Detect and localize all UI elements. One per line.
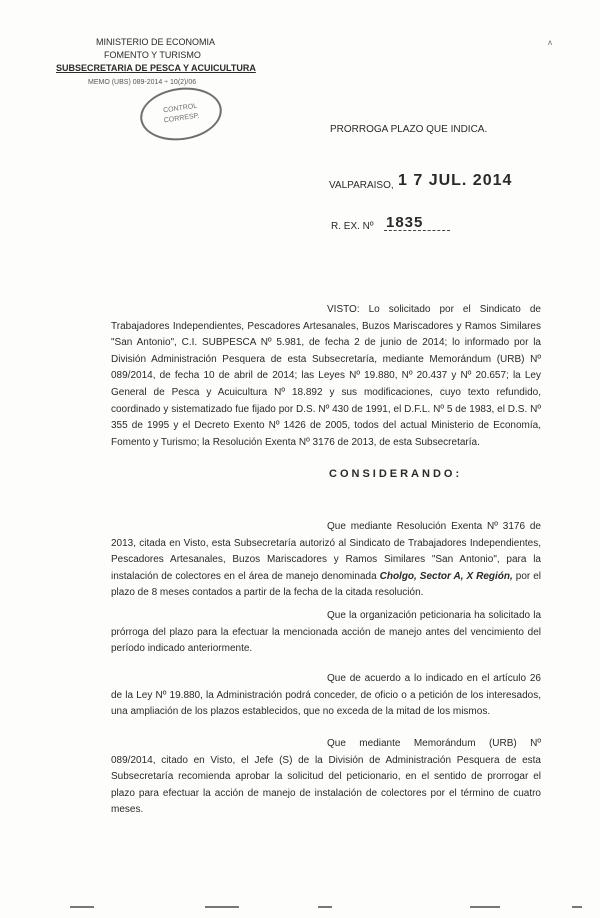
footer-mark [70, 906, 94, 908]
place-label: VALPARAISO, [329, 180, 394, 191]
header-ministry: MINISTERIO DE ECONOMIA [96, 37, 216, 47]
c1-text-end: por el plazo de 8 meses contados a partir de la fecha de la citada resolución. [111, 570, 541, 599]
rex-label: R. EX. Nº [331, 221, 374, 232]
rex-number: 1835 [386, 214, 424, 231]
subject-line: PRORROGA PLAZO QUE INDICA. [330, 124, 488, 135]
footer-mark [470, 906, 500, 908]
footer-mark [205, 906, 239, 908]
visto-paragraph: VISTO: Lo solicitado por el Sindicato de Trabajadores Independientes, Pescadores Artesanales, Buzos Mariscadores y Ramos Similares "San Antonio", C.I. SUBPESCA Nº 5.981, de fecha 2 de junio de 2014; lo informado por la División Administración Pesquera de esta Subsecretaría, mediante Memorándum (URB) Nº 089/2014, de fecha 10 de abril de 2014; las Leyes Nº 19.880, Nº 20.437 y Nº 20.657; la Ley General de Pesca y Acuicultura Nº 18.892 y sus modificaciones, cuyo texto refundido, coordinado y sistematizado fue fijado por D.S. Nº 430 de 1991, el D.F.L. Nº 5 de 1983, el D.S. Nº 355 de 1995 y el Decreto Exento Nº 1426 de 2005, todos del actual Ministerio de Economía, Fomento y Turismo; la Resolución Exenta Nº 3176 de 2013, de esta Subsecretaría. [111, 304, 541, 448]
footer-mark [318, 906, 332, 908]
considerando-paragraph-4: Que mediante Memorándum (URB) Nº 089/2014, citado en Visto, el Jefe (S) de la División de Administración Pesquera de esta Subsecretaría recomienda aprobar la solicitud del peticionario, en el sentido de prorrogar el plazo para efectuar la acción de manejo de instalación de colectores por el término de cuatro meses. [111, 738, 541, 816]
considerando-paragraph-1 [111, 519, 541, 602]
c1-text-start: Que mediante Resolución Exenta Nº 3176 de 2013, citada en Visto, esta Subsecretaría autorizó al Sindicato de Trabajadores Independientes, Pescadores Artesanales, Buzos Mariscadores y Ramos Similares "San Antonio", para la instalación de colectores en el área de manejo denominada [111, 521, 541, 582]
considerando-paragraph-2: Que la organización peticionaria ha solicitado la prórroga del plazo para la efectuar la mencionada acción de manejo antes del vencimiento del período indicado anteriormente. [111, 610, 541, 655]
rex-number-underline [384, 230, 450, 231]
stamp-line-2: CORRESP. [163, 112, 200, 125]
header-subsecretaria: SUBSECRETARIA DE PESCA Y ACUICULTURA [56, 63, 256, 73]
stamp-line-1: CONTROL [162, 102, 198, 115]
date-stamp: 1 7 JUL. 2014 [398, 172, 513, 189]
considerando-heading: CONSIDERANDO: [329, 468, 463, 480]
considerando-paragraph-3: Que de acuerdo a lo indicado en el artículo 26 de la Ley Nº 19.880, la Administración podrá conceder, de oficio o a petición de los interesados, una ampliación de los plazos establecidos, que no exceda de la mitad de los mismos. [111, 673, 541, 718]
footer-mark [572, 906, 582, 908]
top-mark: ʌ [548, 38, 552, 47]
header-fomento: FOMENTO Y TURISMO [104, 50, 201, 60]
office-stamp [137, 83, 225, 146]
header-memo: MEMO (UBS) 089-2014 ÷ 10(2)/06 [88, 79, 197, 86]
c1-area-name: Cholgo, Sector A, X Región, [379, 570, 513, 582]
